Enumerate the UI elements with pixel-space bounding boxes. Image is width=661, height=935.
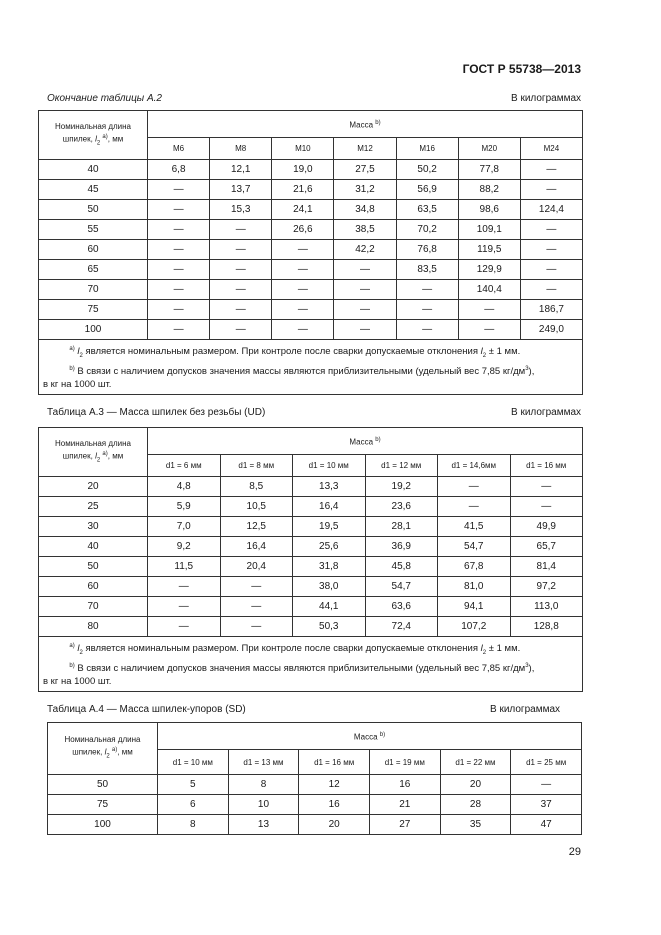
mass-cell: — [148,200,210,220]
mass-cell: 37 [511,795,582,815]
mass-cell: 109,1 [458,220,520,240]
mass-cell: 20 [440,775,511,795]
mass-cell: 98,6 [458,200,520,220]
mass-cell: 54,7 [438,537,511,557]
mass-cell: 15,3 [210,200,272,220]
mass-cell: — [210,240,272,260]
table-row [39,260,583,280]
note-b: $^{b)}$ В связи с наличием допусков значения массы являются приблизительными (удельный вес 7,85 $кг/дм^3$), в кг на 1000 шт. [43,663,535,688]
mass-cell: 128,8 [510,617,583,637]
mass-cell: — [220,617,293,637]
table-row [48,775,582,795]
table-row [39,557,583,577]
mass-cell: — [220,577,293,597]
length-cell: 30 [39,517,148,537]
mass-cell: — [510,497,583,517]
mass-cell: 27 [369,815,440,835]
mass-cell: 19,2 [365,477,438,497]
mass-cell: — [334,320,396,340]
mass-cell: — [272,240,334,260]
column-header: d1 = 10 мм [293,455,366,477]
table-a4-caption: Таблица А.4 — Масса шпилек-упоров (SD) [47,704,246,715]
length-cell: 80 [39,617,148,637]
mass-cell: 24,1 [272,200,334,220]
mass-cell: — [510,477,583,497]
table-a3-caption: Таблица А.3 — Масса шпилек без резьбы (UD) [47,407,266,418]
mass-cell: 31,2 [334,180,396,200]
mass-cell: 38,5 [334,220,396,240]
table-row [48,815,582,835]
column-header: M12 [334,138,396,160]
column-header: M6 [148,138,210,160]
table-a2-notes [39,340,583,395]
length-header: Номинальная длина шпилек, $l_2$ $^{a)}$, мм [48,723,158,775]
mass-cell: — [334,280,396,300]
table-a2-caption: Окончание таблицы А.2 [47,93,162,104]
mass-cell: — [210,260,272,280]
mass-cell: 67,8 [438,557,511,577]
mass-cell: — [148,597,221,617]
mass-cell: 249,0 [520,320,582,340]
table-a4 [47,722,582,835]
table-row [39,240,583,260]
mass-cell: — [520,280,582,300]
mass-cell: — [438,477,511,497]
mass-cell: 10,5 [220,497,293,517]
length-cell: 60 [39,240,148,260]
mass-header: Масса $^{b)}$ [148,428,583,455]
mass-cell: — [148,280,210,300]
table-a4-unit: В килограммах [490,704,560,715]
mass-cell: — [396,300,458,320]
column-header: M10 [272,138,334,160]
table-a3-unit: В килограммах [511,407,581,418]
table-row [39,300,583,320]
mass-cell: 23,6 [365,497,438,517]
mass-cell: — [438,497,511,517]
mass-cell: 88,2 [458,180,520,200]
mass-cell: 72,4 [365,617,438,637]
mass-cell: 36,9 [365,537,438,557]
column-header: d1 = 22 мм [440,750,511,775]
length-cell: 50 [39,557,148,577]
mass-cell: 21,6 [272,180,334,200]
mass-cell: 76,8 [396,240,458,260]
length-cell: 100 [48,815,158,835]
length-cell: 40 [39,160,148,180]
mass-cell: 44,1 [293,597,366,617]
mass-cell: 20 [299,815,370,835]
mass-cell: 63,6 [365,597,438,617]
mass-cell: 97,2 [510,577,583,597]
mass-cell: 16,4 [220,537,293,557]
column-header: d1 = 19 мм [369,750,440,775]
column-header: d1 = 8 мм [220,455,293,477]
mass-cell: — [272,300,334,320]
table-row [39,280,583,300]
mass-header: Масса $^{b)}$ [148,111,583,138]
mass-cell: 10 [228,795,299,815]
mass-cell: 47 [511,815,582,835]
standard-number: ГОСТ Р 55738—2013 [462,62,581,76]
column-header: M24 [520,138,582,160]
mass-cell: — [520,240,582,260]
mass-cell: 42,2 [334,240,396,260]
mass-cell: — [148,180,210,200]
mass-cell: 7,0 [148,517,221,537]
mass-cell: 77,8 [458,160,520,180]
column-header: d1 = 25 мм [511,750,582,775]
mass-cell: — [272,280,334,300]
mass-cell: 70,2 [396,220,458,240]
mass-cell: — [148,617,221,637]
mass-cell: — [210,320,272,340]
mass-cell: — [520,260,582,280]
mass-cell: 81,0 [438,577,511,597]
column-header: d1 = 16 мм [510,455,583,477]
mass-cell: 83,5 [396,260,458,280]
mass-cell: 8,5 [220,477,293,497]
table-row [39,160,583,180]
length-cell: 65 [39,260,148,280]
column-header: M20 [458,138,520,160]
mass-cell: — [148,260,210,280]
mass-cell: 107,2 [438,617,511,637]
mass-cell: 34,8 [334,200,396,220]
mass-cell: — [148,300,210,320]
length-cell: 70 [39,280,148,300]
mass-cell: 27,5 [334,160,396,180]
mass-cell: 5 [158,775,229,795]
mass-cell: 65,7 [510,537,583,557]
mass-cell: 63,5 [396,200,458,220]
table-row [39,200,583,220]
mass-cell: — [334,260,396,280]
length-cell: 25 [39,497,148,517]
mass-cell: 45,8 [365,557,438,577]
page-number: 29 [568,846,581,858]
mass-cell: — [210,280,272,300]
column-header: d1 = 6 мм [148,455,221,477]
column-header: d1 = 16 мм [299,750,370,775]
mass-cell: 16,4 [293,497,366,517]
mass-cell: 113,0 [510,597,583,617]
mass-cell: 38,0 [293,577,366,597]
mass-cell: 25,6 [293,537,366,557]
mass-cell: 54,7 [365,577,438,597]
table-row [39,597,583,617]
mass-cell: 11,5 [148,557,221,577]
mass-cell: 19,5 [293,517,366,537]
mass-cell: — [511,775,582,795]
length-header: Номинальная длина шпилек, $l_2$ $^{a)}$, мм [39,428,148,477]
table-row [39,180,583,200]
mass-cell: 6 [158,795,229,815]
mass-cell: 21 [369,795,440,815]
mass-cell: — [396,320,458,340]
column-header: d1 = 13 мм [228,750,299,775]
length-cell: 60 [39,577,148,597]
mass-header: Масса $^{b)}$ [158,723,582,750]
mass-cell: 16 [369,775,440,795]
mass-cell: — [148,577,221,597]
table-row [39,577,583,597]
mass-cell: 35 [440,815,511,835]
length-cell: 45 [39,180,148,200]
mass-cell: 124,4 [520,200,582,220]
mass-cell: 94,1 [438,597,511,617]
table-a3 [38,427,583,692]
mass-cell: 4,8 [148,477,221,497]
mass-cell: 6,8 [148,160,210,180]
note-a: $^{a)}$ $l_2$ является номинальным размером. При контроле после сварки допускаемые отклонения $l_2 \pm 1$ мм. [69,643,521,657]
table-row [39,320,583,340]
mass-cell: — [458,300,520,320]
column-header: d1 = 14,6мм [438,455,511,477]
mass-cell: 50,2 [396,160,458,180]
mass-cell: 49,9 [510,517,583,537]
mass-cell: 50,3 [293,617,366,637]
mass-cell: 13,7 [210,180,272,200]
table-row [39,220,583,240]
length-cell: 50 [48,775,158,795]
length-cell: 70 [39,597,148,617]
mass-cell: 8 [158,815,229,835]
column-header: d1 = 12 мм [365,455,438,477]
mass-cell: — [148,220,210,240]
column-header: M16 [396,138,458,160]
mass-cell: 13,3 [293,477,366,497]
mass-cell: — [520,180,582,200]
mass-cell: 41,5 [438,517,511,537]
length-cell: 50 [39,200,148,220]
mass-cell: 28,1 [365,517,438,537]
mass-cell: 31,8 [293,557,366,577]
mass-cell: 26,6 [272,220,334,240]
mass-cell: — [220,597,293,617]
table-row [39,477,583,497]
mass-cell: 81,4 [510,557,583,577]
mass-cell: — [272,260,334,280]
mass-cell: 16 [299,795,370,815]
length-cell: 75 [39,300,148,320]
mass-cell: — [210,300,272,320]
mass-cell: 12 [299,775,370,795]
mass-cell: — [520,220,582,240]
mass-cell: 13 [228,815,299,835]
length-cell: 100 [39,320,148,340]
length-cell: 55 [39,220,148,240]
mass-cell: — [148,240,210,260]
table-row [39,537,583,557]
mass-cell: 19,0 [272,160,334,180]
mass-cell: 28 [440,795,511,815]
mass-cell: 9,2 [148,537,221,557]
length-header: Номинальная длина шпилек, $l_2$ $^{a)}$, мм [39,111,148,160]
column-header: M8 [210,138,272,160]
mass-cell: — [396,280,458,300]
table-row [48,795,582,815]
mass-cell: 12,1 [210,160,272,180]
mass-cell: 5,9 [148,497,221,517]
length-cell: 75 [48,795,158,815]
mass-cell: 56,9 [396,180,458,200]
mass-cell: — [520,160,582,180]
mass-cell: 20,4 [220,557,293,577]
mass-cell: — [272,320,334,340]
length-cell: 40 [39,537,148,557]
table-a2-unit: В килограммах [511,93,581,104]
mass-cell: 140,4 [458,280,520,300]
mass-cell: — [148,320,210,340]
length-cell: 20 [39,477,148,497]
mass-cell: 8 [228,775,299,795]
table-row [39,497,583,517]
table-row [39,517,583,537]
note-b: $^{b)}$ В связи с наличием допусков значения массы являются приблизительными (удельный вес 7,85 $кг/дм^3$), в кг на 1000 шт. [43,366,535,391]
mass-cell: — [210,220,272,240]
mass-cell: 119,5 [458,240,520,260]
mass-cell: 12,5 [220,517,293,537]
mass-cell: — [334,300,396,320]
mass-cell: — [458,320,520,340]
mass-cell: 186,7 [520,300,582,320]
note-a: $^{a)}$ $l_2$ является номинальным размером. При контроле после сварки допускаемые отклонения $l_2 \pm 1$ мм. [69,346,521,360]
column-header: d1 = 10 мм [158,750,229,775]
mass-cell: 129,9 [458,260,520,280]
table-a2 [38,110,583,395]
table-row [39,617,583,637]
table-a3-notes [39,637,583,692]
